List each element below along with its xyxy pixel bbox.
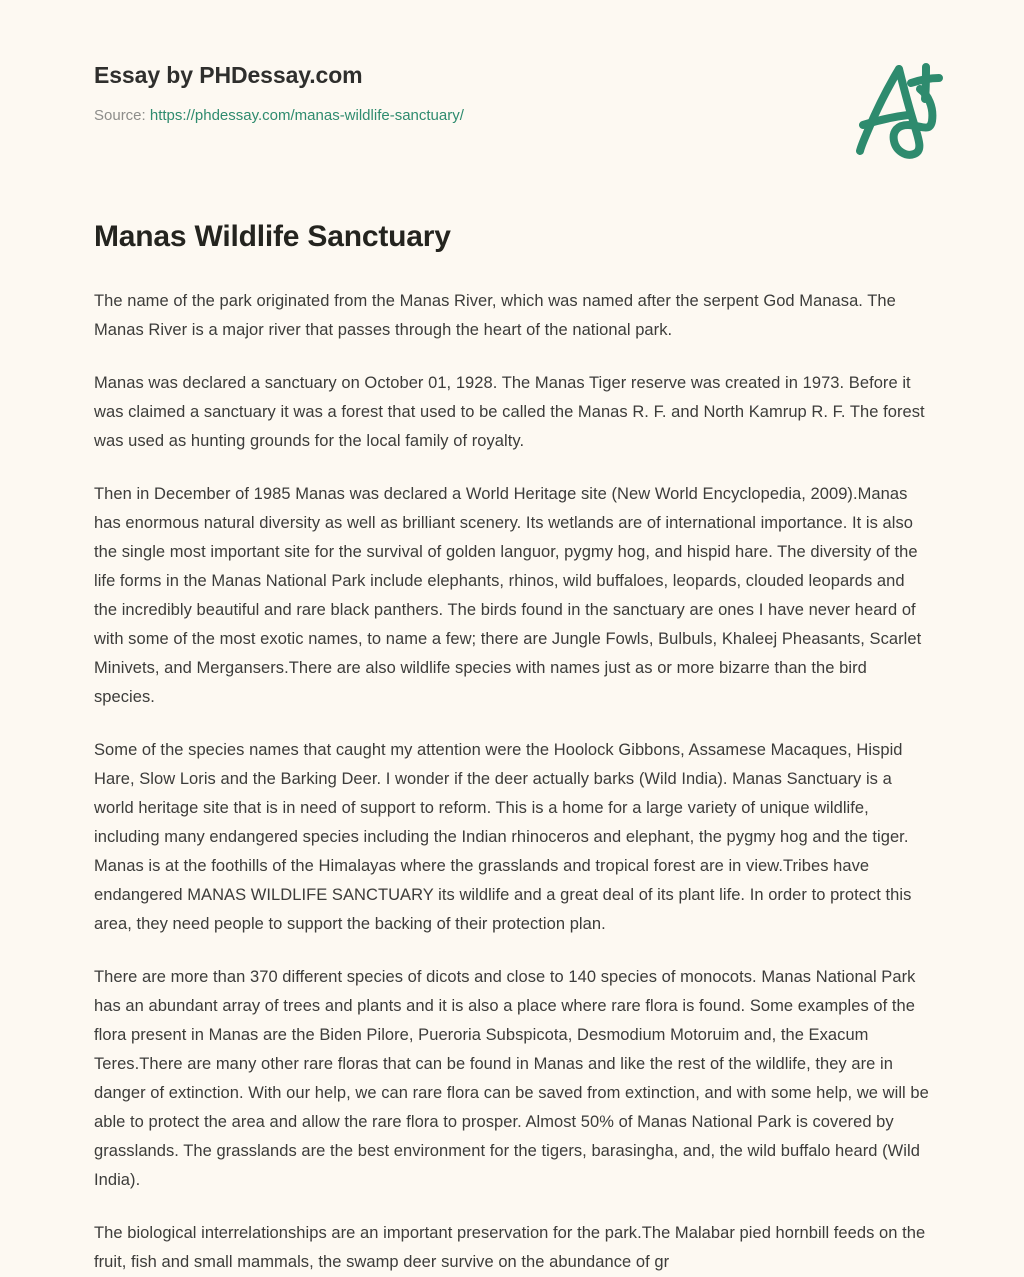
page-header bbox=[94, 62, 934, 125]
brand-title: Essay by PHDessay.com bbox=[94, 62, 363, 88]
article bbox=[94, 218, 932, 1277]
source-line bbox=[94, 107, 934, 125]
source-label: Source: bbox=[94, 106, 146, 124]
a-plus-logo-icon bbox=[838, 55, 948, 165]
source-url-link[interactable]: https://phdessay.com/manas-wildlife-sanctuary/ bbox=[149, 106, 464, 124]
article-paragraph: There are more than 370 different species of dicots and close to 140 species of monocots. Manas National Park has an abundant array of trees and plants and it is also a place where rare flora is found. Some examples of the flora present in Manas are the Biden Pilore, Pueroria Subspicota, Desmodium Motoruim and, the Exacum Teres.There are many other rare floras that can be found in Manas and like the rest of the wildlife, they are in danger of extinction. With our help, we can rare flora can be saved from extinction, and with some help, we will be able to protect the area and allow the rare flora to prosper. Almost 50% of Manas National Park is covered by grasslands. The grasslands are the best environment for the tigers, barasingha, and, the wild buffalo heard (Wild India). bbox=[94, 967, 929, 1189]
article-paragraph: Some of the species names that caught my attention were the Hoolock Gibbons, Assamese Macaques, Hispid Hare, Slow Loris and the Barking Deer. I wonder if the deer actually barks (Wild India). Manas Sanctuary is a world heritage site that is in need of support to reform. This is a home for a large variety of unique wildlife, including many endangered species including the Indian rhinoceros and elephant, the pygmy hog and the tiger. Manas is at the foothills of the Himalayas where the grasslands and tropical forest are in view.Tribes have endangered MANAS WILDLIFE SANCTUARY its wildlife and a great deal of its plant life. In order to protect this area, they need people to support the backing of their protection plan. bbox=[94, 740, 912, 933]
article-paragraph: The biological interrelationships are an important preservation for the park.The Malabar pied hornbill feeds on the fruit, fish and small mammals, the swamp deer survive on the abundance of gr bbox=[94, 1223, 926, 1271]
a-plus-logo bbox=[838, 55, 948, 165]
article-body bbox=[94, 287, 932, 1277]
article-paragraph: Manas was declared a sanctuary on October 01, 1928. The Manas Tiger reserve was created in 1973. Before it was claimed a sanctuary it was a forest that used to be called the Manas R. F. and North Kamrup R. F. The forest was used as hunting grounds for the local family of royalty. bbox=[94, 373, 925, 450]
article-title: Manas Wildlife Sanctuary bbox=[94, 220, 451, 253]
article-paragraph: Then in December of 1985 Manas was declared a World Heritage site (New World Encyclopedia, 2009).Manas has enormous natural diversity as well as brilliant scenery. Its wetlands are of international importance. It is also the single most important site for the survival of golden languor, pygmy hog, and hispid hare. The diversity of the life forms in the Manas National Park include elephants, rhinos, wild buffaloes, leopards, clouded leopards and the incredibly beautiful and rare black panthers. The birds found in the sanctuary are ones I have never heard of with some of the most exotic names, to name a few; there are Jungle Fowls, Bulbuls, Khaleej Pheasants, Scarlet Minivets, and Mergansers.There are also wildlife species with names just as or more bizarre than the bird species. bbox=[94, 484, 922, 706]
article-paragraph: The name of the park originated from the Manas River, which was named after the serpent God Manasa. The Manas River is a major river that passes through the heart of the national park. bbox=[94, 291, 896, 339]
